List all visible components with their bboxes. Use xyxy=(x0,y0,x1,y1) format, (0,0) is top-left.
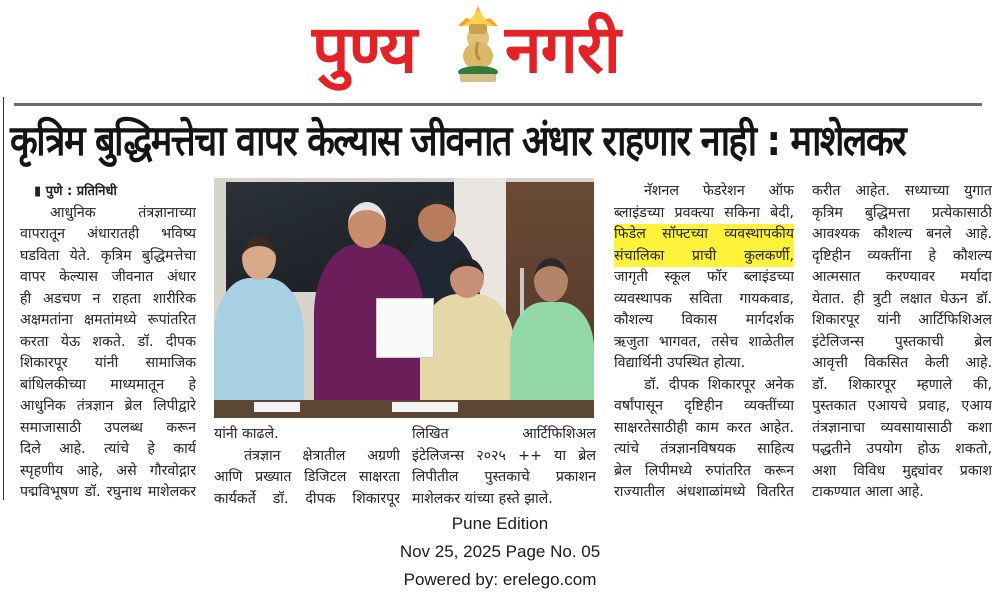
masthead-title-right: नगरी xyxy=(505,11,620,88)
article-headline: कृत्रिम बुद्धिमत्तेचा वापर केल्यास जीवनात अंधार राहणार नाही : माशेलकर xyxy=(10,116,906,165)
text-line: वापरातून अंधारातही भविष्य xyxy=(20,226,196,242)
photo-paper xyxy=(392,402,458,412)
text-line: ब्रेल लिपीमध्ये रुपांतरित करून xyxy=(614,462,794,479)
text-line: शिकारपूर यांनी सामाजिक xyxy=(20,355,196,371)
article-column-1 xyxy=(20,181,196,504)
photo-head-4 xyxy=(450,258,484,298)
text-line: राज्यातील अंधशाळांमध्ये वितरित xyxy=(614,484,794,500)
masthead-title-left: पुण्य xyxy=(312,11,417,88)
text-line: डॉ. शिकारपूर म्हणाले की, xyxy=(812,376,992,393)
text-line: शिकारपूर यांनी आर्टिफिशिअल xyxy=(812,312,992,328)
text-line: ब्लाइंडच्या प्रवक्त्या सकिना बेदी, xyxy=(614,204,794,221)
text-line: कार्यकर्ते डॉ. दीपक शिकारपूर xyxy=(214,490,400,507)
dateline: ▮ पुणे : प्रतिनिधी xyxy=(34,184,117,199)
text-line: आधुनिक तंत्रज्ञान ब्रेल लिपीद्वारे xyxy=(20,398,196,414)
text-line: करीत आहेत. सध्याच्या युगात xyxy=(812,183,992,199)
text-line: वापर केल्यास जीवनात अंधार xyxy=(20,269,196,285)
edition-name: Pune Edition xyxy=(451,514,549,533)
text-line: यांनी काढले. xyxy=(214,426,279,442)
text-line: विद्यार्थिनी उपस्थित होत्या. xyxy=(614,355,746,371)
photo-head-5 xyxy=(534,258,568,302)
text-line: टाकण्यात आला आहे. xyxy=(812,484,924,500)
article-column-2a xyxy=(214,424,400,510)
text-line: पुस्तकात एआयचे प्रवाह, एआय xyxy=(812,398,992,414)
article-column-4 xyxy=(812,181,992,504)
photo-braille-book xyxy=(376,298,434,358)
photo-person-1 xyxy=(214,278,304,418)
text-line: ही अडचण न राहता शारीरिक xyxy=(20,290,196,307)
text-line: करता येऊ शकते. डॉ. दीपक xyxy=(20,333,196,350)
highlighted-text-line: फिडेल सॉफ्टच्या व्यवस्थापकीय xyxy=(614,224,794,246)
text-line: इंटेलिजन्स पुस्तकाची ब्रेल xyxy=(812,333,992,350)
text-line: समाजासाठी उपलब्ध करून xyxy=(20,419,196,436)
edition-footer xyxy=(0,510,1000,592)
text-line: अशा विविध मुद्द्यांवर प्रकाश xyxy=(812,462,992,479)
text-line: कृत्रिम बुद्धिमत्ता प्रत्येकासाठी xyxy=(812,204,992,221)
text-line: तंत्रज्ञान क्षेत्रातील अग्रणी xyxy=(244,447,400,464)
text-line: बांधिलकीच्या माध्यमातून हे xyxy=(20,376,196,393)
text-line: आवश्यक कौशल्य बनले आहे. xyxy=(812,226,992,242)
text-line: पद्धतीने उपयोग होऊ शकतो, xyxy=(812,441,992,457)
text-line: आणि प्रख्यात डिजिटल साक्षरता xyxy=(214,469,400,485)
text-line: ऋजुता भागवत, तसेच शाळेतील xyxy=(614,333,794,350)
photo-paper xyxy=(254,402,300,412)
text-line: माशेलकर यांच्या हस्ते झाले. xyxy=(412,490,553,507)
article-column-3 xyxy=(614,181,794,504)
text-line: व्यवस्थापक सविता गायकवाड, xyxy=(614,290,794,307)
photo-head-3 xyxy=(418,198,456,242)
text-line: जागृती स्कूल फॉर ब्लाइंडच्या xyxy=(614,269,794,285)
powered-by-link[interactable]: Powered by: erelego.com xyxy=(403,570,597,589)
text-line: दृष्टिहीन व्यक्तींना हे कौशल्य xyxy=(812,247,992,264)
page-border xyxy=(3,97,4,500)
text-line: घडविता येते. कृत्रिम बुद्धिमत्तेचा xyxy=(20,247,196,264)
article-photo xyxy=(214,178,594,418)
edition-date-page: Nov 25, 2025 Page No. 05 xyxy=(399,542,601,561)
text-line: लिपीतील पुस्तकाचे प्रकाशन xyxy=(412,469,596,485)
text-line: नॅशनल फेडरेशन ऑफ xyxy=(644,183,794,199)
text-line: येतात. ही त्रुटी लक्षात घेऊन डॉ. xyxy=(812,290,992,307)
text-line: तंत्रज्ञानाचा व्यवसायासाठी कशा xyxy=(812,419,992,436)
text-line: कौशल्य विकास मार्गदर्शक xyxy=(614,312,794,328)
article-column-2b xyxy=(412,424,596,510)
text-line: लिखित आर्टिफिशिअल xyxy=(412,426,596,442)
text-line: दिले आहे. त्यांचे हे कार्य xyxy=(20,441,196,457)
photo-head-2 xyxy=(348,202,386,248)
ganesh-idol-icon xyxy=(452,4,504,84)
text-line: पद्मविभूषण डॉ. रघुनाथ माशेलकर xyxy=(20,484,196,500)
text-line: इंटेलिजन्स २०२५ ++ या ब्रेल xyxy=(412,447,596,464)
text-line: आत्मसात करण्यावर मर्यादा xyxy=(812,269,992,285)
text-line: डॉ. दीपक शिकारपूर अनेक xyxy=(644,376,794,393)
text-line: साक्षरतेसाठीही काम करत आहेत. xyxy=(614,419,794,436)
highlighted-text-line: संचालिका प्राची कुलकर्णी, xyxy=(614,246,794,268)
text-line: वर्षांपासून दृष्टिहीन व्यक्तींच्या xyxy=(614,398,794,414)
text-line: त्यांचे तंत्रज्ञानविषयक साहित्य xyxy=(614,441,794,457)
text-line: आधुनिक तंत्रज्ञानाच्या xyxy=(50,204,196,221)
text-line: अक्षमतांना क्षमतांमध्ये रूपांतरित xyxy=(20,312,196,328)
text-line: स्पृहणीय आहे, असे गौरवोद्गार xyxy=(20,462,196,479)
masthead xyxy=(300,2,700,100)
text-line: आवृत्ती विकसित केली आहे. xyxy=(812,355,992,371)
headline-rule xyxy=(14,103,982,106)
photo-head-1 xyxy=(242,236,276,280)
